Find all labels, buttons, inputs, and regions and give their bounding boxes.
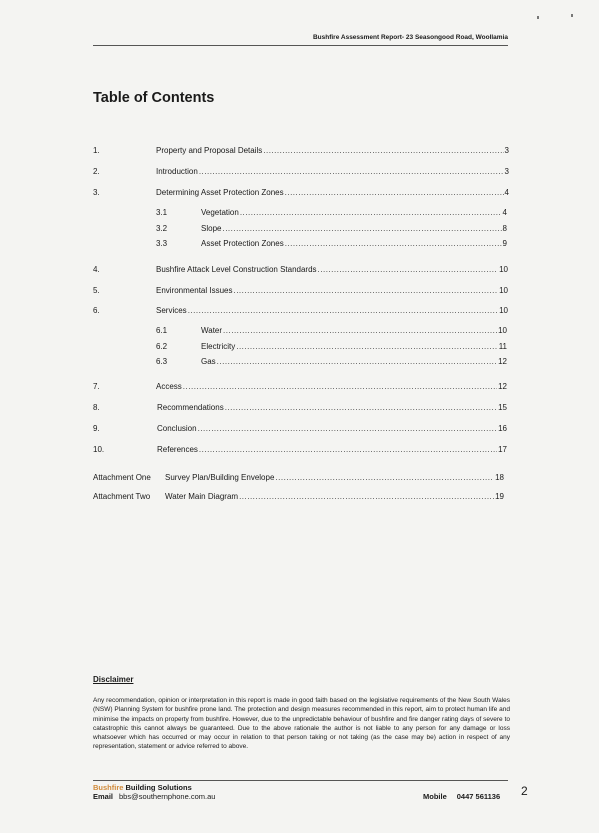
toc-page: 18 xyxy=(495,473,504,482)
toc-page: 10 xyxy=(498,326,507,335)
toc-leader xyxy=(239,492,494,502)
toc-leader xyxy=(217,357,497,367)
toc-label: Asset Protection Zones xyxy=(201,239,284,248)
toc-page: 3 xyxy=(504,167,509,176)
page-title: Table of Contents xyxy=(93,90,215,106)
toc-label: Bushfire Attack Level Construction Standards xyxy=(156,265,317,274)
toc-label: Services xyxy=(156,306,187,315)
toc-label: Recommendations xyxy=(157,403,224,412)
toc-number: 4. xyxy=(93,265,100,274)
toc-leader xyxy=(240,208,502,218)
toc-page: 11 xyxy=(498,342,507,351)
toc-entry[interactable] xyxy=(93,382,507,392)
toc-number: 5. xyxy=(93,286,100,295)
toc-number: 3.1 xyxy=(156,208,168,217)
scan-speck xyxy=(537,16,539,19)
toc-page: 10 xyxy=(499,286,508,295)
footer-company-brand: Bushfire xyxy=(93,783,124,792)
toc-number: Attachment Two xyxy=(93,492,151,501)
toc-number: 6.3 xyxy=(156,357,168,366)
toc-leader xyxy=(222,224,501,234)
toc-page: 12 xyxy=(498,357,507,366)
toc-leader xyxy=(236,342,497,352)
toc-number: 3. xyxy=(93,188,100,197)
toc-leader xyxy=(198,424,498,434)
toc-leader xyxy=(199,445,497,455)
toc-leader xyxy=(225,403,497,413)
toc-page: 17 xyxy=(498,445,507,454)
toc-page: 4 xyxy=(504,188,509,197)
toc-label: Water xyxy=(201,326,223,335)
toc-leader xyxy=(285,239,502,249)
toc-label: Access xyxy=(156,382,182,391)
footer-mobile-number: 0447 561136 xyxy=(456,792,501,801)
toc-page: 9 xyxy=(502,239,507,248)
toc-attachment[interactable] xyxy=(93,473,504,483)
footer-company-rest: Building Solutions xyxy=(123,783,192,792)
toc-label: Property and Proposal Details xyxy=(156,146,263,155)
toc-page: 16 xyxy=(498,424,507,433)
toc-number: 10. xyxy=(93,445,105,454)
toc-leader xyxy=(275,473,494,483)
footer-divider xyxy=(93,780,508,781)
toc-subentry[interactable] xyxy=(156,239,507,249)
toc-page: 8 xyxy=(502,224,507,233)
toc-page: 15 xyxy=(498,403,507,412)
toc-entry[interactable] xyxy=(93,403,507,413)
toc-label: Determining Asset Protection Zones xyxy=(156,188,284,197)
toc-page: 10 xyxy=(499,306,508,315)
footer-email xyxy=(93,792,215,801)
toc-leader xyxy=(183,382,497,392)
disclaimer-title: Disclaimer xyxy=(93,675,134,684)
footer-mobile-label: Mobile xyxy=(423,792,447,801)
toc-page: 3 xyxy=(504,146,509,155)
page-header: Bushfire Assessment Report- 23 Seasongood Road, Woollamia xyxy=(93,34,508,46)
toc-entry[interactable] xyxy=(93,424,507,434)
toc-number: 1. xyxy=(93,146,100,155)
toc-entry[interactable] xyxy=(93,445,507,455)
toc-number: 6.2 xyxy=(156,342,168,351)
toc-label: Electricity xyxy=(201,342,236,351)
toc-subentry[interactable] xyxy=(156,326,507,336)
toc-page: 12 xyxy=(498,382,507,391)
toc-subentry[interactable] xyxy=(156,342,507,352)
toc-number: 3.2 xyxy=(156,224,168,233)
toc-number: 6.1 xyxy=(156,326,168,335)
toc-leader xyxy=(188,306,498,316)
toc-label: Environmental Issues xyxy=(156,286,233,295)
toc-label: Introduction xyxy=(156,167,198,176)
toc-entry[interactable] xyxy=(93,167,509,177)
toc-number: Attachment One xyxy=(93,473,151,482)
toc-attachment[interactable] xyxy=(93,492,504,502)
toc-number: 2. xyxy=(93,167,100,176)
toc-number: 6. xyxy=(93,306,100,315)
toc-label: Slope xyxy=(201,224,222,233)
toc-page: 19 xyxy=(495,492,504,501)
toc-number: 8. xyxy=(93,403,100,412)
scan-speck xyxy=(571,14,573,17)
toc-leader xyxy=(285,188,504,198)
toc-label: Survey Plan/Building Envelope xyxy=(165,473,275,482)
toc-leader xyxy=(318,265,499,275)
toc-label: Conclusion xyxy=(157,424,197,433)
toc-label: Water Main Diagram xyxy=(165,492,239,501)
toc-number: 9. xyxy=(93,424,100,433)
toc-page: 10 xyxy=(499,265,508,274)
toc-leader xyxy=(233,286,498,296)
toc-entry[interactable] xyxy=(93,286,508,296)
toc-leader xyxy=(199,167,504,177)
footer-email-address[interactable]: bbs@southernphone.com.au xyxy=(119,792,216,801)
toc-subentry[interactable] xyxy=(156,357,507,367)
toc-subentry[interactable] xyxy=(156,224,507,234)
footer-mobile xyxy=(423,792,500,801)
footer-company xyxy=(93,783,192,792)
toc-entry[interactable] xyxy=(93,146,509,156)
toc-entry[interactable] xyxy=(93,188,509,198)
toc-entry[interactable] xyxy=(93,306,508,316)
toc-page: 4 xyxy=(502,208,507,217)
toc-leader xyxy=(223,326,497,336)
toc-label: Gas xyxy=(201,357,216,366)
disclaimer-text: Any recommendation, opinion or interpretation in this report is made in good faith based on the legislative requirements of the New South Wales (NSW) Planning System for bushfire prone land. The protection and design measures recommended in this report, aim to protect human life and minimise the impacts on property from bushfire. However, due to the unpredictable behaviour of bushfire and fire danger rating days of severe to catastrophic this cannot always be guaranteed. Due to the above rationale the author is not liable to any person for any damage or loss whatsoever which has occurred or may occur in relation to that person taking or not taking (as the case may be) action in respect of any representation, statement or advice referred to above. xyxy=(93,697,510,751)
toc-label: References xyxy=(157,445,198,454)
toc-entry[interactable] xyxy=(93,265,508,275)
toc-label: Vegetation xyxy=(201,208,239,217)
toc-number: 3.3 xyxy=(156,239,168,248)
toc-leader xyxy=(263,146,503,156)
footer-email-label: Email xyxy=(93,792,114,801)
page-number: 2 xyxy=(521,784,528,798)
toc-subentry[interactable] xyxy=(156,208,507,218)
toc-number: 7. xyxy=(93,382,100,391)
